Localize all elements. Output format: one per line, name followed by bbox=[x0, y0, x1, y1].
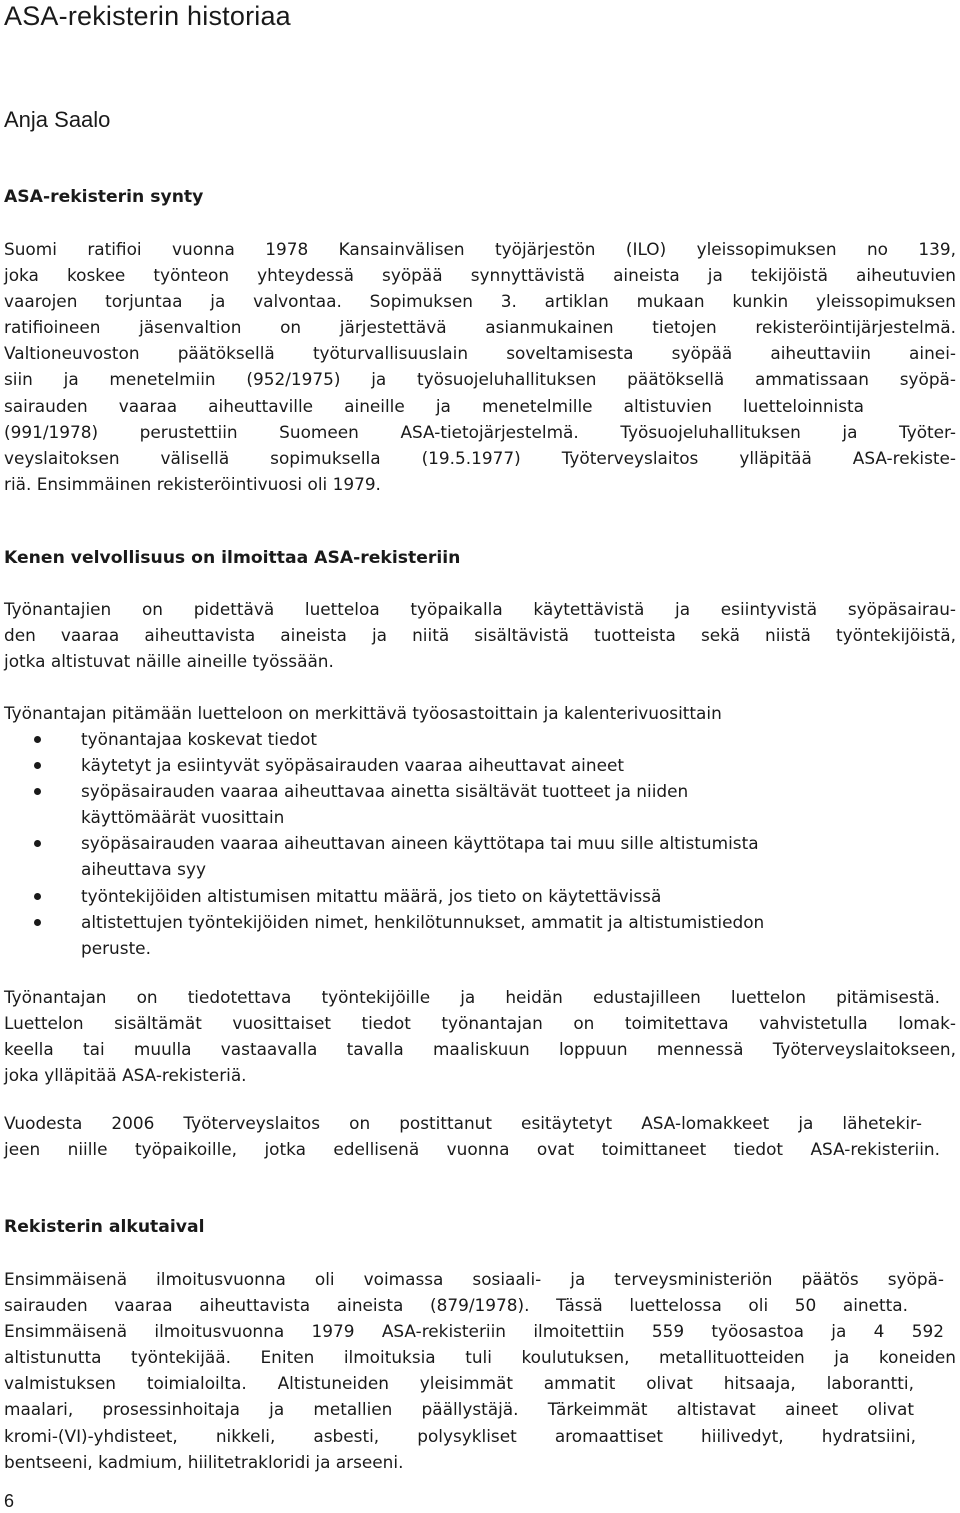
list-item bbox=[0, 726, 960, 752]
paragraph-esitaytetyt-lomakkeet bbox=[4, 1110, 956, 1162]
text-line: altistettujen työntekijöiden nimet, henkilötunnukset, ammatit ja altistumistiedon bbox=[81, 911, 765, 932]
text-line: Ensimmäisenä ilmoitusvuonna 1979 ASA-rekisteriin ilmoitettiin 559 työosastoa ja 4 592 bbox=[4, 1321, 944, 1342]
text-line: joka ylläpitää ASA-rekisteriä. bbox=[4, 1065, 247, 1086]
bullet-icon bbox=[34, 893, 41, 900]
text-line: siin ja menetelmiin (952/1975) ja työsuojeluhallituksen päätöksellä ammatissaan syöpä- bbox=[4, 369, 956, 390]
bullet-icon bbox=[34, 840, 41, 847]
text-line: (991/1978) perustettiin Suomeen ASA-tietojärjestelmä. Työsuojeluhallituksen ja Työter- bbox=[4, 421, 956, 442]
text-line: käytetyt ja esiintyvät syöpäsairauden vaaraa aiheuttavat aineet bbox=[81, 755, 624, 776]
text-line: syöpäsairauden vaaraa aiheuttavaa ainetta sisältävät tuotteet ja niiden bbox=[81, 781, 689, 802]
paragraph-tiedottaminen bbox=[4, 984, 956, 1088]
text-line: Ensimmäisenä ilmoitusvuonna oli voimassa sosiaali- ja terveysministeriön päätös syöpä- bbox=[4, 1269, 944, 1289]
list-item bbox=[0, 830, 960, 882]
bullet-icon bbox=[34, 919, 41, 926]
text-line: veyslaitoksen välisellä sopimuksella (19.5.1977) Työterveyslaitos ylläpitää ASA-rekiste- bbox=[4, 447, 956, 468]
bullet-icon bbox=[34, 762, 41, 769]
text-line: den vaaraa aiheuttavista aineista ja niitä sisältävistä tuotteista sekä niistä työntekijöistä, bbox=[4, 625, 956, 646]
bullet-icon bbox=[34, 736, 41, 743]
list-item bbox=[0, 778, 960, 830]
text-line: bentseeni, kadmium, hiilitetrakloridi ja arseeni. bbox=[4, 1451, 404, 1472]
paragraph-luettelon-merkinnat bbox=[4, 700, 956, 726]
text-line: peruste. bbox=[81, 937, 151, 958]
text-line: jeen niille työpaikoille, jotka edellisenä vuonna ovat toimittaneet tiedot ASA-rekisteriin. bbox=[4, 1139, 940, 1160]
text-line: altistunutta työntekijää. Eniten ilmoituksia tuli koulutuksen, metallituotteiden ja koneiden bbox=[4, 1347, 956, 1368]
paragraph-tyonantajien-luettelo bbox=[4, 596, 956, 674]
section-heading-kenen-velvollisuus: Kenen velvollisuus on ilmoittaa ASA-rekisteriin bbox=[4, 548, 461, 568]
text-line: vaarojen torjuntaa ja valvontaa. Sopimuksen 3. artiklan mukaan kunkin yleissopimuksen bbox=[4, 291, 956, 312]
text-line: kromi-(VI)-yhdisteet, nikkeli, asbesti, polysykliset aromaattiset hiilivedyt, hydratsiini, bbox=[4, 1425, 916, 1446]
text-line: Työnantajan pitämään luetteloon on merkittävä työosastoittain ja kalenterivuosittain bbox=[4, 703, 722, 723]
section-heading-rekisterin-alkutaival: Rekisterin alkutaival bbox=[4, 1217, 205, 1237]
text-line: joka koskee työnteon yhteydessä syöpää synnyttävistä aineista ja tekijöistä aiheutuvien bbox=[4, 265, 956, 286]
required-info-list bbox=[0, 726, 960, 961]
text-line: työnantajaa koskevat tiedot bbox=[81, 729, 318, 749]
list-item bbox=[0, 909, 960, 961]
text-line: ratifioineen jäsenvaltion on järjestettävä asianmukainen tietojen rekisteröintijärjestelmä. bbox=[4, 317, 956, 338]
text-line: jotka altistuvat näille aineille työssään. bbox=[4, 651, 334, 672]
text-line: riä. Ensimmäinen rekisteröintivuosi oli 1979. bbox=[4, 473, 381, 494]
text-line: käyttömäärät vuosittain bbox=[81, 807, 285, 828]
list-item bbox=[0, 883, 960, 909]
text-line: Vuodesta 2006 Työterveyslaitos on postittanut esitäytetyt ASA-lomakkeet ja lähetekir- bbox=[4, 1113, 922, 1133]
paragraph-alkutaival bbox=[4, 1266, 956, 1475]
text-line: syöpäsairauden vaaraa aiheuttavan aineen käyttötapa tai muu sille altistumista bbox=[81, 833, 759, 854]
text-line: Työnantajien on pidettävä luetteloa työpaikalla käytettävistä ja esiintyvistä syöpäsairau- bbox=[4, 599, 956, 619]
author-name: Anja Saalo bbox=[4, 107, 111, 132]
text-line: Luettelon sisältämät vuosittaiset tiedot työnantajan on toimitettava vahvistetulla lomak- bbox=[4, 1013, 956, 1034]
text-line: Suomi ratifioi vuonna 1978 Kansainvälisen työjärjestön (ILO) yleissopimuksen no 139, bbox=[4, 239, 956, 259]
text-line: aiheuttava syy bbox=[81, 859, 206, 880]
text-line: keella tai muulla vastaavalla tavalla maaliskuun loppuun mennessä Työterveyslaitokseen, bbox=[4, 1039, 956, 1060]
paragraph-asa-synty bbox=[4, 236, 956, 497]
text-line: Työnantajan on tiedotettava työntekijöille ja heidän edustajilleen luettelon pitämisestä. bbox=[4, 987, 940, 1007]
text-line: sairauden vaaraa aiheuttaville aineille ja menetelmille altistuvien luetteloinnista bbox=[4, 395, 864, 416]
page-number: 6 bbox=[4, 1491, 15, 1511]
section-heading-asa-synty: ASA-rekisterin synty bbox=[4, 187, 204, 207]
list-item bbox=[0, 752, 960, 778]
page-title: ASA-rekisterin historiaa bbox=[4, 1, 291, 31]
text-line: työntekijöiden altistumisen mitattu määrä, jos tieto on käytettävissä bbox=[81, 885, 662, 906]
text-line: maalari, prosessinhoitaja ja metallien päällystäjä. Tärkeimmät altistavat aineet olivat bbox=[4, 1399, 914, 1420]
text-line: valmistuksen toimialoilta. Altistuneiden yleisimmät ammatit olivat hitsaaja, laborantti, bbox=[4, 1373, 914, 1394]
text-line: sairauden vaaraa aiheuttavista aineista (879/1978). Tässä luettelossa oli 50 ainetta. bbox=[4, 1295, 908, 1316]
text-line: Valtioneuvoston päätöksellä työturvallisuuslain soveltamisesta syöpää aiheuttaviin ainei- bbox=[4, 343, 956, 364]
bullet-icon bbox=[34, 788, 41, 795]
